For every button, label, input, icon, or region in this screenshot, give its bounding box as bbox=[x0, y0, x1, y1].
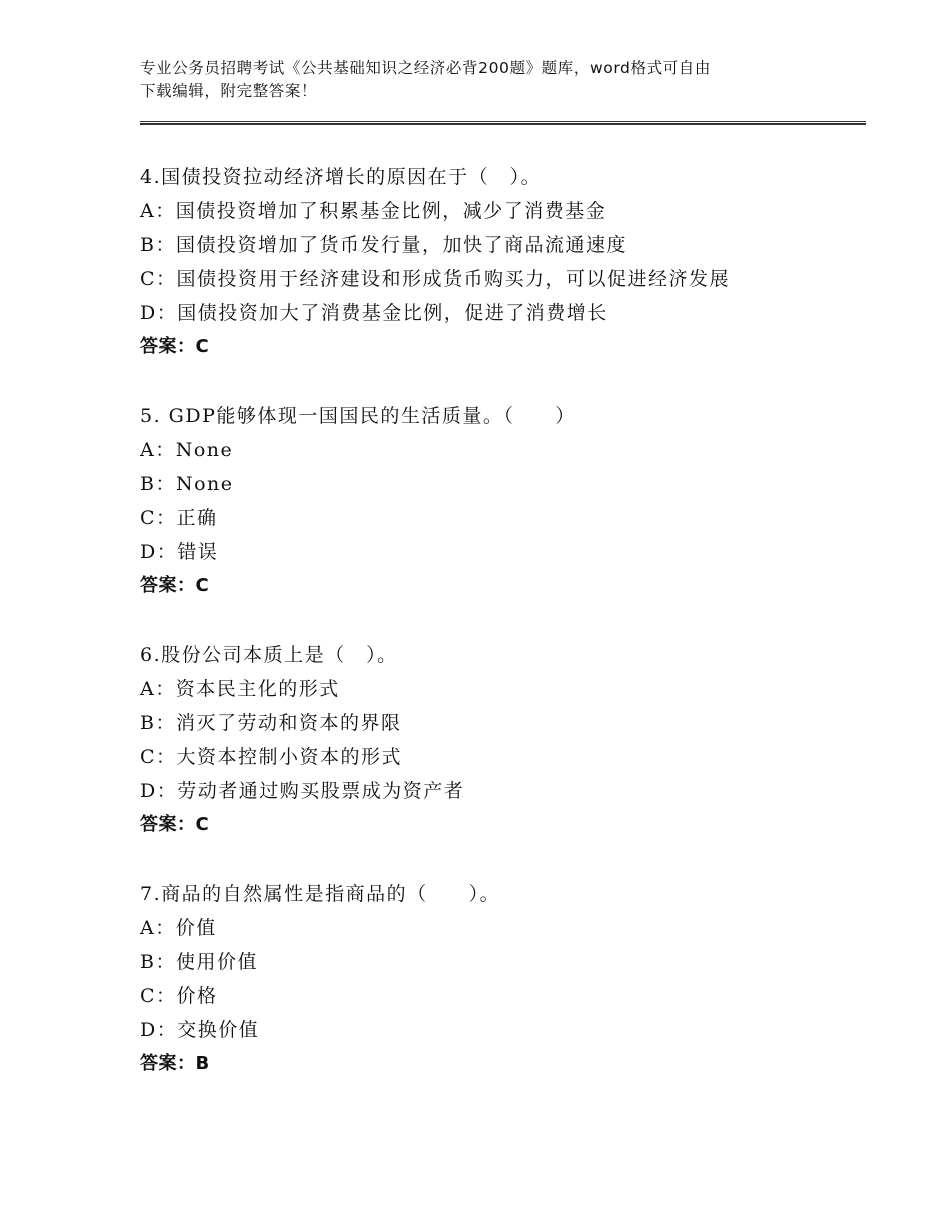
question-4 bbox=[140, 160, 870, 364]
option-d: D：国债投资加大了消费基金比例，促进了消费增长 bbox=[140, 302, 608, 324]
question-stem: 7.商品的自然属性是指商品的（ ）。 bbox=[140, 883, 501, 905]
question-stem: 5. GDP能够体现一国国民的生活质量。（ ） bbox=[140, 405, 576, 427]
option-a: A：国债投资增加了积累基金比例，减少了消费基金 bbox=[140, 200, 607, 222]
answer-line: 答案：C bbox=[140, 575, 210, 596]
header-line-2: 下载编辑，附完整答案！ bbox=[140, 82, 318, 100]
option-b: B：国债投资增加了货币发行量，加快了商品流通速度 bbox=[140, 234, 627, 256]
question-7 bbox=[140, 877, 870, 1081]
option-c: C：大资本控制小资本的形式 bbox=[140, 746, 403, 768]
option-b: B：消灭了劳动和资本的界限 bbox=[140, 712, 402, 734]
header-divider-thin bbox=[140, 121, 866, 122]
answer-line: 答案：C bbox=[140, 814, 210, 835]
option-d: D：错误 bbox=[140, 541, 219, 563]
option-c: C：正确 bbox=[140, 507, 218, 529]
header-line-1: 专业公务员招聘考试《公共基础知识之经济必背200题》题库，word格式可自由 bbox=[140, 59, 711, 77]
option-c: C：价格 bbox=[140, 985, 218, 1007]
document-header bbox=[140, 57, 820, 103]
option-d: D：劳动者通过购买股票成为资产者 bbox=[140, 780, 465, 802]
question-6 bbox=[140, 638, 870, 842]
option-c: C：国债投资用于经济建设和形成货币购买力，可以促进经济发展 bbox=[140, 268, 731, 290]
question-5 bbox=[140, 399, 870, 603]
option-b: B：使用价值 bbox=[140, 951, 258, 973]
option-a: A：资本民主化的形式 bbox=[140, 678, 340, 700]
answer-line: 答案：B bbox=[140, 1053, 210, 1074]
question-stem: 4.国债投资拉动经济增长的原因在于（ ）。 bbox=[140, 166, 542, 188]
option-a: A：None bbox=[140, 439, 234, 461]
option-b: B：None bbox=[140, 473, 234, 495]
option-d: D：交换价值 bbox=[140, 1019, 260, 1041]
question-stem: 6.股份公司本质上是（ ）。 bbox=[140, 644, 398, 666]
answer-line: 答案：C bbox=[140, 336, 210, 357]
header-divider-thick bbox=[140, 123, 866, 125]
option-a: A：价值 bbox=[140, 917, 217, 939]
